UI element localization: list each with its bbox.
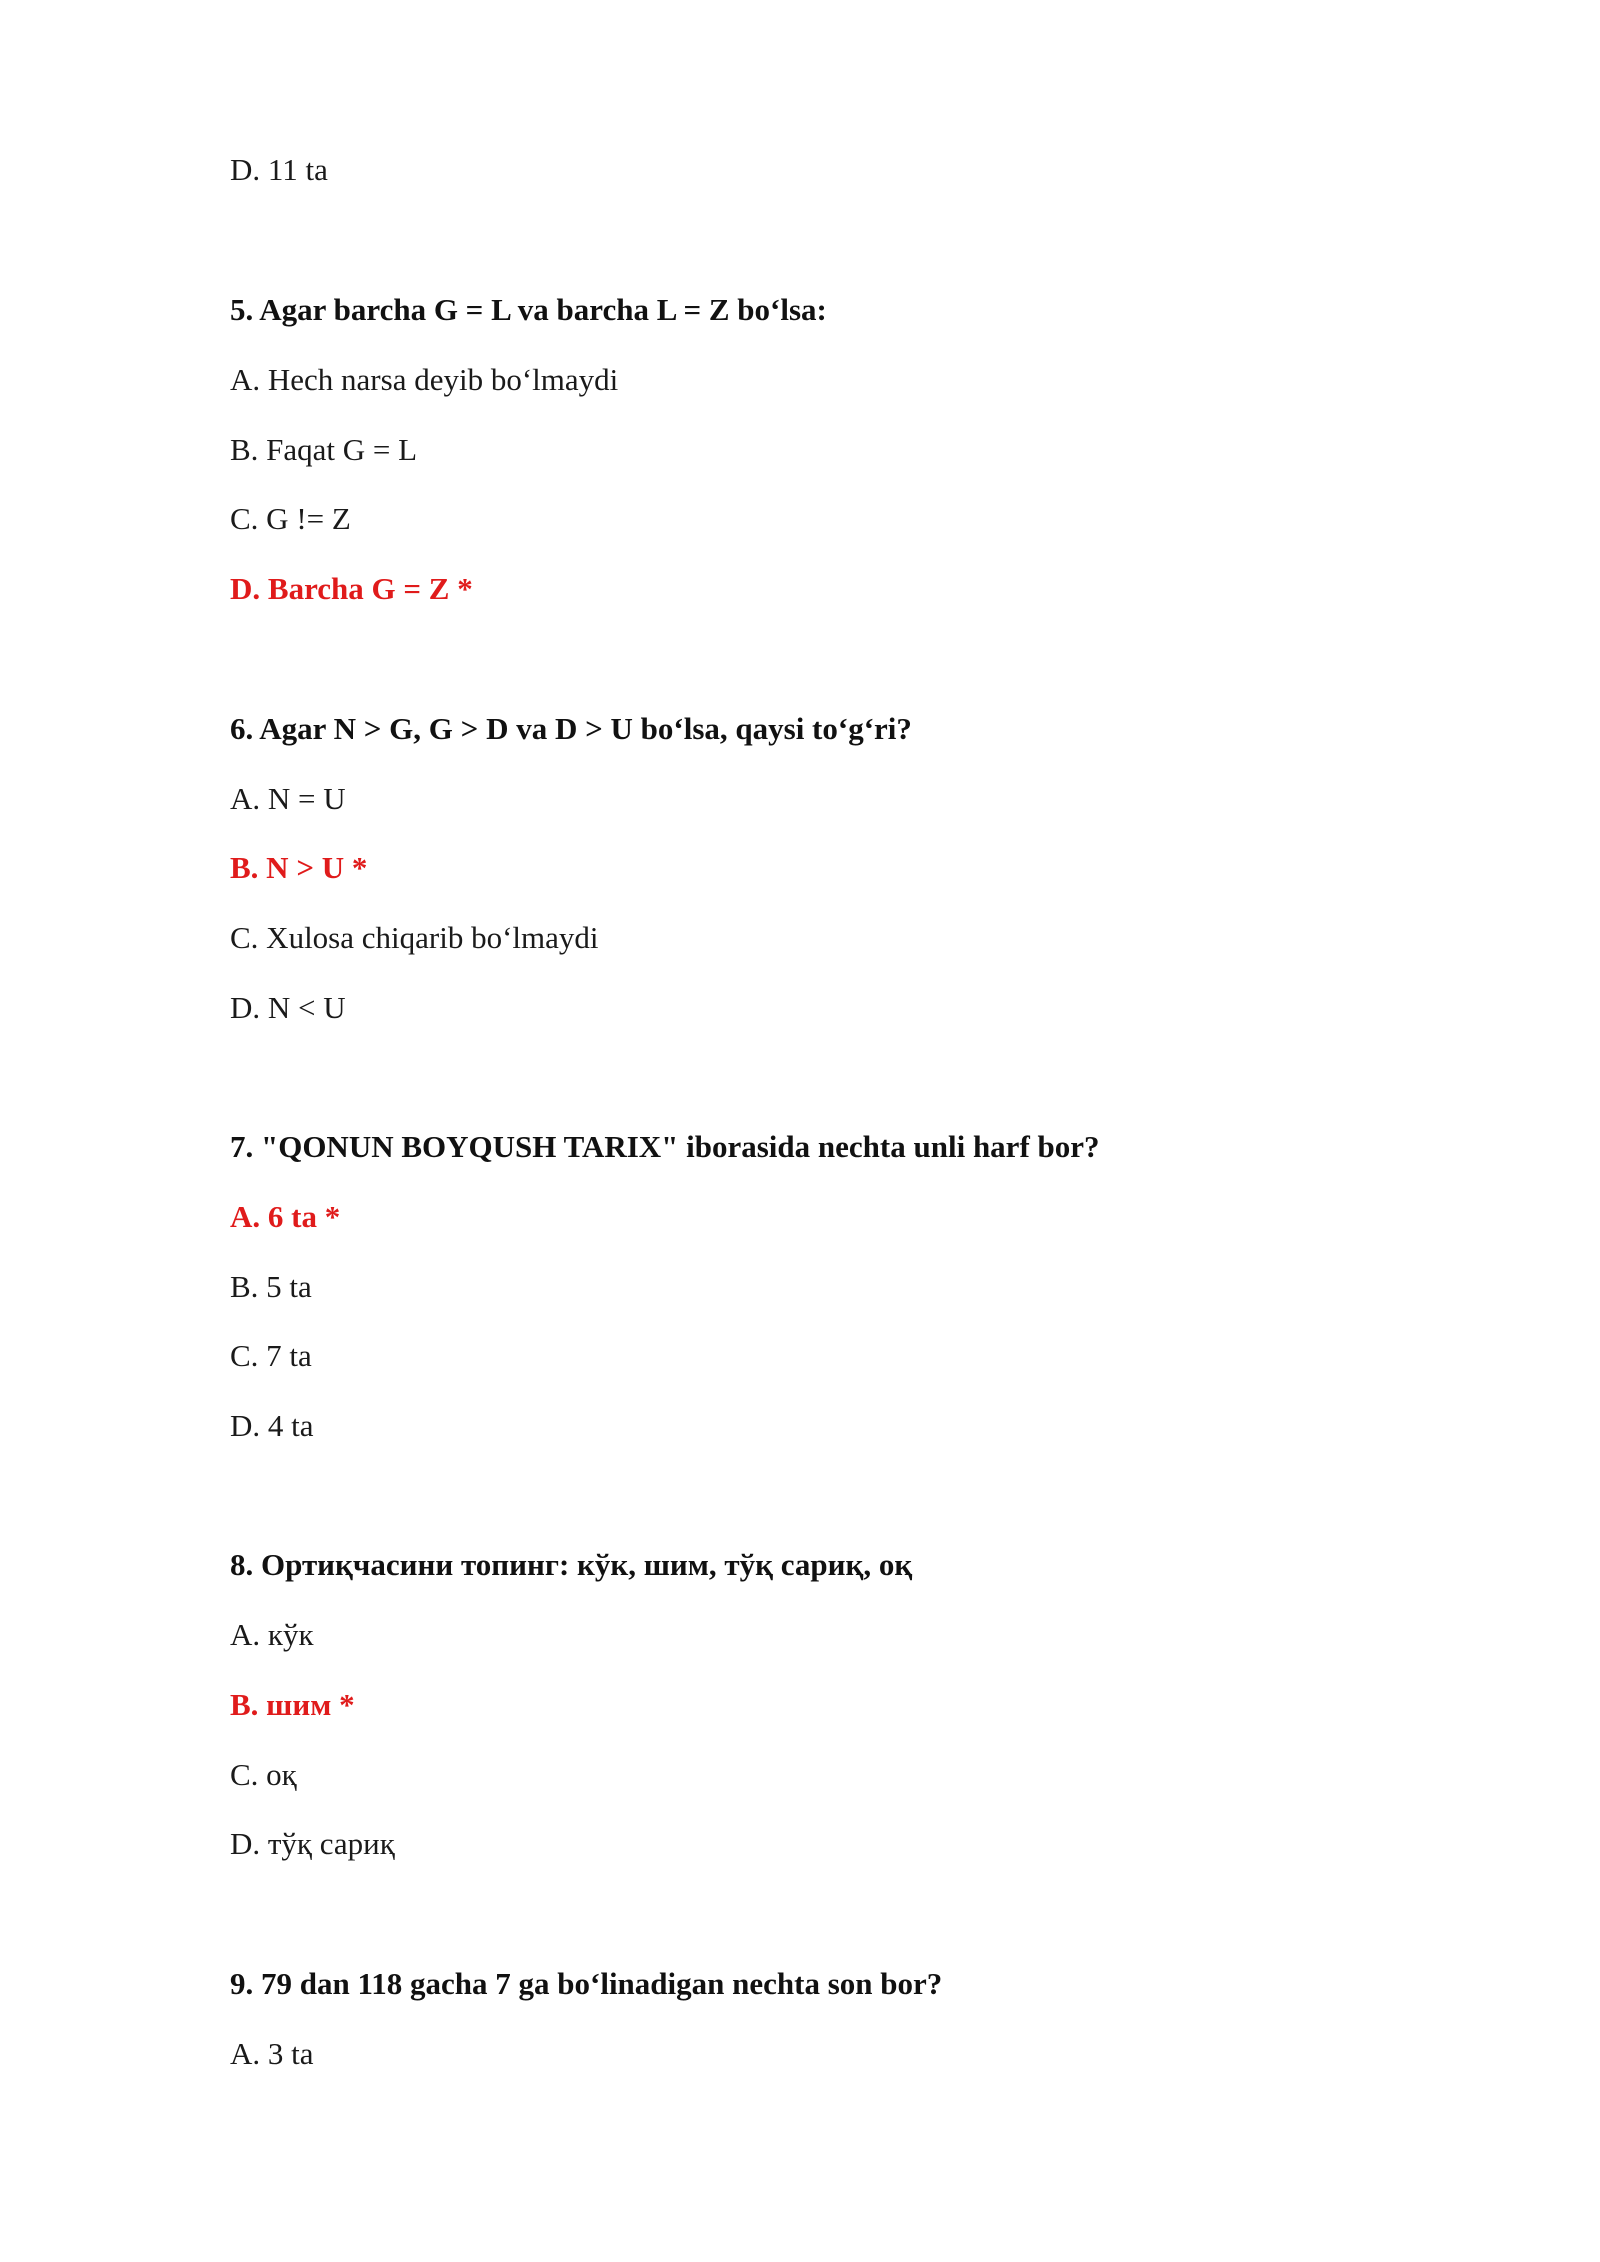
option-6b-correct: B. N > U * — [230, 850, 368, 885]
question-5: 5. Agar barcha G = L va barcha L = Z bo‘lsa: — [230, 292, 827, 327]
option-prev-d: D. 11 ta — [230, 152, 328, 187]
question-9: 9. 79 dan 118 gacha 7 ga bo‘linadigan nechta son bor? — [230, 1966, 943, 2001]
option-5b: B. Faqat G = L — [230, 432, 418, 467]
question-8: 8. Ортиқчасини топинг: кўк, шим, тўқ сариқ, оқ — [230, 1547, 913, 1582]
option-6d: D. N < U — [230, 990, 346, 1025]
option-6c: C. Xulosa chiqarib bo‘lmaydi — [230, 920, 599, 955]
option-7b: B. 5 ta — [230, 1269, 312, 1304]
option-8b-correct: B. шим * — [230, 1687, 355, 1722]
option-5d-correct: D. Barcha G = Z * — [230, 571, 473, 606]
option-8a: A. кўк — [230, 1617, 314, 1652]
option-7c: C. 7 ta — [230, 1338, 312, 1373]
option-5c: C. G != Z — [230, 501, 351, 536]
option-7a-correct: A. 6 ta * — [230, 1199, 341, 1234]
option-9a: A. 3 ta — [230, 2036, 314, 2071]
question-6: 6. Agar N > G, G > D va D > U bo‘lsa, qaysi to‘g‘ri? — [230, 711, 912, 746]
option-7d: D. 4 ta — [230, 1408, 314, 1443]
option-8d: D. тўқ сариқ — [230, 1826, 395, 1861]
option-6a: A. N = U — [230, 781, 346, 816]
option-5a: A. Hech narsa deyib bo‘lmaydi — [230, 362, 619, 397]
option-8c: C. оқ — [230, 1757, 297, 1792]
question-7: 7. "QONUN BOYQUSH TARIX" iborasida nechta unli harf bor? — [230, 1129, 1100, 1164]
